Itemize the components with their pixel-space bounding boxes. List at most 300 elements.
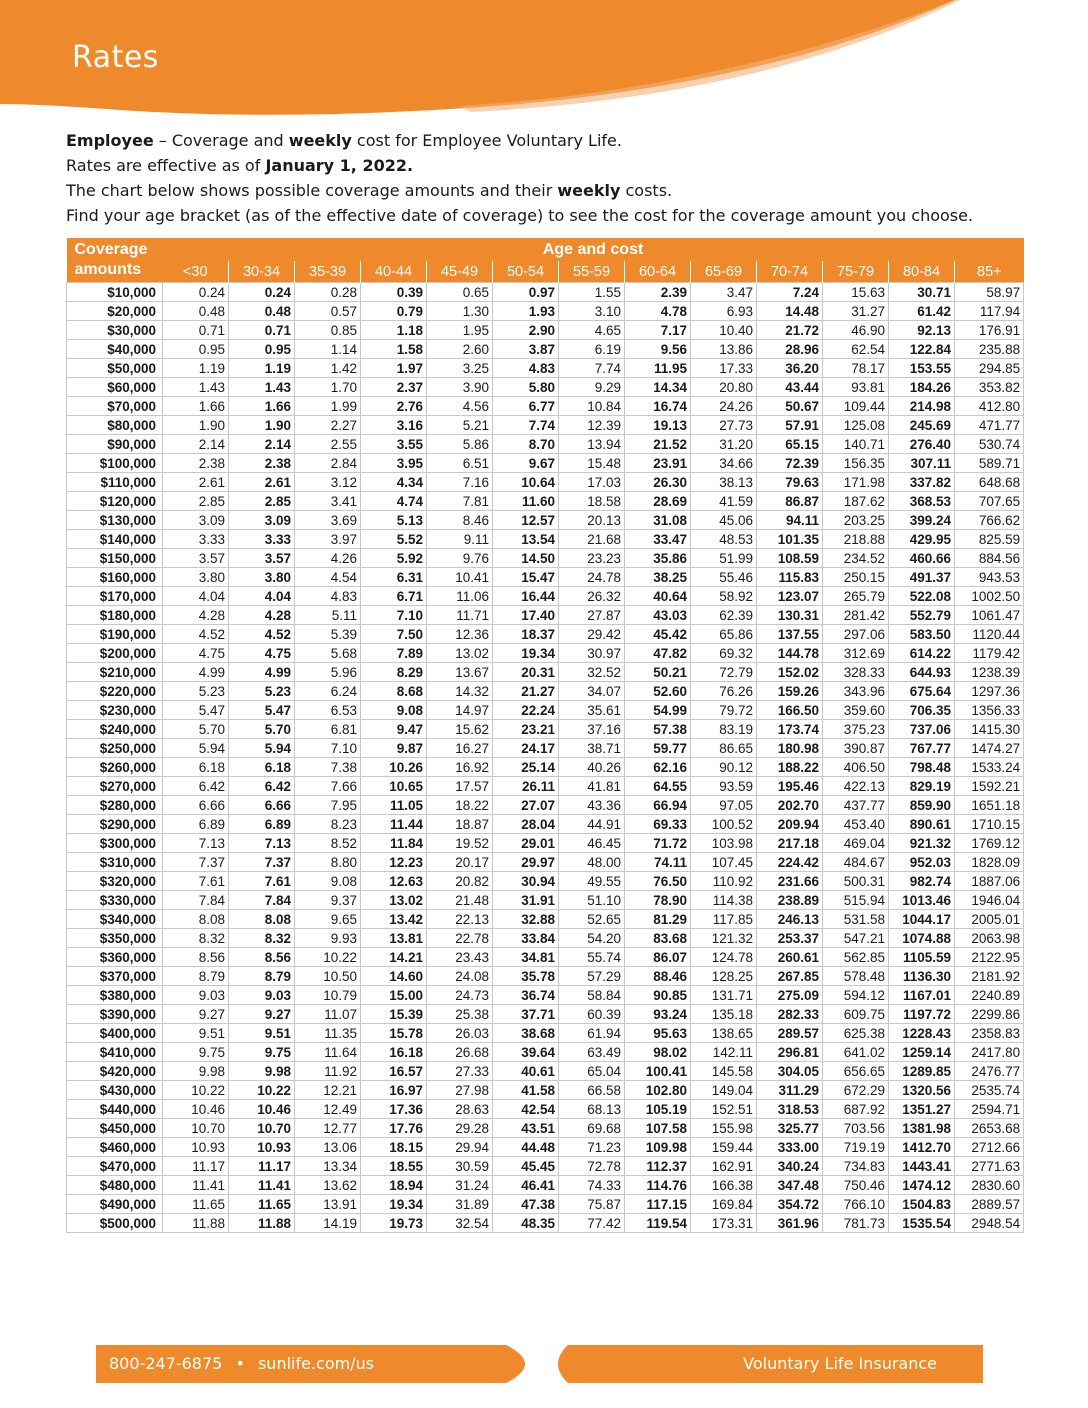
cost-cell: 184.26 — [889, 378, 955, 397]
cost-cell: 453.40 — [823, 815, 889, 834]
cost-cell: 51.99 — [691, 549, 757, 568]
cost-cell: 74.11 — [625, 853, 691, 872]
cost-cell: 15.48 — [559, 454, 625, 473]
cost-cell: 100.41 — [625, 1062, 691, 1081]
cost-cell: 3.12 — [295, 473, 361, 492]
cost-cell: 982.74 — [889, 872, 955, 891]
table-row — [67, 1081, 1024, 1100]
cost-cell: 40.61 — [493, 1062, 559, 1081]
coverage-amount-cell: $390,000 — [67, 1005, 163, 1024]
header-banner — [0, 0, 1088, 125]
cost-cell: 114.76 — [625, 1176, 691, 1195]
cost-cell: 4.56 — [427, 397, 493, 416]
cost-cell: 6.66 — [163, 796, 229, 815]
cost-cell: 69.33 — [625, 815, 691, 834]
cost-cell: 57.38 — [625, 720, 691, 739]
cost-cell: 15.47 — [493, 568, 559, 587]
cost-cell: 7.66 — [295, 777, 361, 796]
cost-cell: 32.54 — [427, 1214, 493, 1233]
cost-cell: 1.93 — [493, 302, 559, 321]
cost-cell: 6.53 — [295, 701, 361, 720]
cost-cell: 166.38 — [691, 1176, 757, 1195]
cost-cell: 209.94 — [757, 815, 823, 834]
cost-cell: 3.33 — [229, 530, 295, 549]
cost-cell: 11.07 — [295, 1005, 361, 1024]
cost-cell: 7.13 — [163, 834, 229, 853]
cost-cell: 734.83 — [823, 1157, 889, 1176]
cost-cell: 65.86 — [691, 625, 757, 644]
cost-cell: 29.94 — [427, 1138, 493, 1157]
cost-cell: 1074.88 — [889, 929, 955, 948]
cost-cell: 9.27 — [229, 1005, 295, 1024]
coverage-amount-cell: $430,000 — [67, 1081, 163, 1100]
cost-cell: 1105.59 — [889, 948, 955, 967]
cost-cell: 5.70 — [163, 720, 229, 739]
cost-cell: 43.44 — [757, 378, 823, 397]
cost-cell: 1.18 — [361, 321, 427, 340]
cost-cell: 1238.39 — [955, 663, 1024, 682]
cost-cell: 7.84 — [229, 891, 295, 910]
cost-cell: 45.45 — [493, 1157, 559, 1176]
cost-cell: 1769.12 — [955, 834, 1024, 853]
table-row — [67, 1100, 1024, 1119]
cost-cell: 2476.77 — [955, 1062, 1024, 1081]
cost-cell: 79.63 — [757, 473, 823, 492]
cost-cell: 11.60 — [493, 492, 559, 511]
cost-cell: 58.84 — [559, 986, 625, 1005]
cost-cell: 1061.47 — [955, 606, 1024, 625]
coverage-amount-cell: $470,000 — [67, 1157, 163, 1176]
cost-cell: 145.58 — [691, 1062, 757, 1081]
cost-cell: 86.87 — [757, 492, 823, 511]
cost-cell: 3.97 — [295, 530, 361, 549]
cost-cell: 13.34 — [295, 1157, 361, 1176]
cost-cell: 38.68 — [493, 1024, 559, 1043]
cost-cell: 16.92 — [427, 758, 493, 777]
cost-cell: 11.17 — [229, 1157, 295, 1176]
cost-cell: 9.37 — [295, 891, 361, 910]
cost-cell: 66.94 — [625, 796, 691, 815]
coverage-amount-cell: $400,000 — [67, 1024, 163, 1043]
cost-cell: 17.76 — [361, 1119, 427, 1138]
cost-cell: 10.46 — [229, 1100, 295, 1119]
cost-cell: 102.80 — [625, 1081, 691, 1100]
cost-cell: 12.39 — [559, 416, 625, 435]
table-row — [67, 473, 1024, 492]
cost-cell: 2299.86 — [955, 1005, 1024, 1024]
cost-cell: 7.89 — [361, 644, 427, 663]
table-row — [67, 302, 1024, 321]
cost-cell: 5.11 — [295, 606, 361, 625]
cost-cell: 231.66 — [757, 872, 823, 891]
cost-cell: 0.95 — [163, 340, 229, 359]
cost-cell: 1828.09 — [955, 853, 1024, 872]
cost-cell: 83.68 — [625, 929, 691, 948]
cost-cell: 2.85 — [229, 492, 295, 511]
cost-cell: 437.77 — [823, 796, 889, 815]
cost-cell: 15.78 — [361, 1024, 427, 1043]
cost-cell: 471.77 — [955, 416, 1024, 435]
coverage-amount-cell: $130,000 — [67, 511, 163, 530]
cost-cell: 5.92 — [361, 549, 427, 568]
cost-cell: 766.62 — [955, 511, 1024, 530]
cost-cell: 3.16 — [361, 416, 427, 435]
cost-cell: 289.57 — [757, 1024, 823, 1043]
cost-cell: 675.64 — [889, 682, 955, 701]
cost-cell: 14.60 — [361, 967, 427, 986]
cost-cell: 583.50 — [889, 625, 955, 644]
cost-cell: 5.70 — [229, 720, 295, 739]
cost-cell: 656.65 — [823, 1062, 889, 1081]
cost-cell: 117.15 — [625, 1195, 691, 1214]
cost-cell: 65.15 — [757, 435, 823, 454]
cost-cell: 625.38 — [823, 1024, 889, 1043]
cost-cell: 1.55 — [559, 283, 625, 302]
coverage-amount-cell: $250,000 — [67, 739, 163, 758]
cost-cell: 4.28 — [163, 606, 229, 625]
footer-separator: • — [235, 1354, 245, 1373]
cost-cell: 469.04 — [823, 834, 889, 853]
cost-cell: 1228.43 — [889, 1024, 955, 1043]
cost-cell: 46.41 — [493, 1176, 559, 1195]
age-bracket-header: 60-64 — [625, 261, 691, 283]
cost-cell: 5.52 — [361, 530, 427, 549]
cost-cell: 1.58 — [361, 340, 427, 359]
cost-cell: 648.68 — [955, 473, 1024, 492]
cost-cell: 125.08 — [823, 416, 889, 435]
cost-cell: 1259.14 — [889, 1043, 955, 1062]
cost-cell: 9.51 — [229, 1024, 295, 1043]
cost-cell: 48.00 — [559, 853, 625, 872]
cost-cell: 23.21 — [493, 720, 559, 739]
cost-cell: 1887.06 — [955, 872, 1024, 891]
cost-cell: 250.15 — [823, 568, 889, 587]
cost-cell: 1535.54 — [889, 1214, 955, 1233]
cost-cell: 20.13 — [559, 511, 625, 530]
cost-cell: 5.13 — [361, 511, 427, 530]
table-row — [67, 416, 1024, 435]
coverage-amount-cell: $310,000 — [67, 853, 163, 872]
cost-cell: 28.96 — [757, 340, 823, 359]
cost-cell: 10.46 — [163, 1100, 229, 1119]
cost-cell: 10.70 — [229, 1119, 295, 1138]
cost-cell: 1381.98 — [889, 1119, 955, 1138]
rates-body — [67, 283, 1024, 1233]
cost-cell: 140.71 — [823, 435, 889, 454]
cost-cell: 294.85 — [955, 359, 1024, 378]
cost-cell: 641.02 — [823, 1043, 889, 1062]
coverage-amount-cell: $330,000 — [67, 891, 163, 910]
cost-cell: 16.97 — [361, 1081, 427, 1100]
cost-cell: 26.30 — [625, 473, 691, 492]
cost-cell: 3.25 — [427, 359, 493, 378]
cost-cell: 0.28 — [295, 283, 361, 302]
cost-cell: 8.29 — [361, 663, 427, 682]
cost-cell: 9.56 — [625, 340, 691, 359]
cost-cell: 7.84 — [163, 891, 229, 910]
cost-cell: 30.59 — [427, 1157, 493, 1176]
table-row — [67, 1005, 1024, 1024]
cost-cell: 304.05 — [757, 1062, 823, 1081]
cost-cell: 83.19 — [691, 720, 757, 739]
table-row — [67, 549, 1024, 568]
cost-cell: 35.61 — [559, 701, 625, 720]
rates-table — [66, 238, 1024, 1233]
cost-cell: 100.52 — [691, 815, 757, 834]
cost-cell: 69.32 — [691, 644, 757, 663]
cost-cell: 31.27 — [823, 302, 889, 321]
cost-cell: 238.89 — [757, 891, 823, 910]
cost-cell: 5.47 — [163, 701, 229, 720]
cost-cell: 6.66 — [229, 796, 295, 815]
cost-cell: 4.65 — [559, 321, 625, 340]
cost-cell: 253.37 — [757, 929, 823, 948]
cost-cell: 142.11 — [691, 1043, 757, 1062]
cost-cell: 31.89 — [427, 1195, 493, 1214]
cost-cell: 17.57 — [427, 777, 493, 796]
cost-cell: 5.96 — [295, 663, 361, 682]
cost-cell: 515.94 — [823, 891, 889, 910]
cost-cell: 40.64 — [625, 587, 691, 606]
cost-cell: 29.01 — [493, 834, 559, 853]
cost-cell: 1.90 — [163, 416, 229, 435]
cost-cell: 2417.80 — [955, 1043, 1024, 1062]
cost-cell: 10.84 — [559, 397, 625, 416]
cost-cell: 18.15 — [361, 1138, 427, 1157]
cost-cell: 17.40 — [493, 606, 559, 625]
cost-cell: 41.59 — [691, 492, 757, 511]
cost-cell: 2712.66 — [955, 1138, 1024, 1157]
cost-cell: 2.76 — [361, 397, 427, 416]
cost-cell: 149.04 — [691, 1081, 757, 1100]
cost-cell: 1289.85 — [889, 1062, 955, 1081]
cost-cell: 35.78 — [493, 967, 559, 986]
cost-cell: 4.04 — [163, 587, 229, 606]
cost-cell: 109.44 — [823, 397, 889, 416]
cost-cell: 115.83 — [757, 568, 823, 587]
cost-cell: 11.41 — [163, 1176, 229, 1195]
cost-cell: 6.19 — [559, 340, 625, 359]
cost-cell: 484.67 — [823, 853, 889, 872]
cost-cell: 10.93 — [163, 1138, 229, 1157]
cost-cell: 41.58 — [493, 1081, 559, 1100]
cost-cell: 5.86 — [427, 435, 493, 454]
cost-cell: 40.26 — [559, 758, 625, 777]
cost-cell: 1.99 — [295, 397, 361, 416]
cost-cell: 4.75 — [163, 644, 229, 663]
cost-cell: 11.05 — [361, 796, 427, 815]
cost-cell: 6.42 — [163, 777, 229, 796]
cost-cell: 1474.27 — [955, 739, 1024, 758]
cost-cell: 0.57 — [295, 302, 361, 321]
coverage-amount-cell: $160,000 — [67, 568, 163, 587]
cost-cell: 86.65 — [691, 739, 757, 758]
cost-cell: 12.23 — [361, 853, 427, 872]
cost-cell: 14.34 — [625, 378, 691, 397]
cost-cell: 3.95 — [361, 454, 427, 473]
cost-cell: 12.36 — [427, 625, 493, 644]
coverage-amount-cell: $10,000 — [67, 283, 163, 302]
cost-cell: 45.42 — [625, 625, 691, 644]
cost-cell: 110.92 — [691, 872, 757, 891]
cost-cell: 29.42 — [559, 625, 625, 644]
coverage-amount-cell: $40,000 — [67, 340, 163, 359]
coverage-amount-cell: $240,000 — [67, 720, 163, 739]
coverage-amount-cell: $60,000 — [67, 378, 163, 397]
cost-cell: 38.71 — [559, 739, 625, 758]
cost-cell: 9.75 — [229, 1043, 295, 1062]
cost-cell: 1710.15 — [955, 815, 1024, 834]
cost-cell: 15.63 — [823, 283, 889, 302]
cost-cell: 281.42 — [823, 606, 889, 625]
age-bracket-row — [67, 261, 1024, 283]
cost-cell: 9.08 — [295, 872, 361, 891]
cost-cell: 1651.18 — [955, 796, 1024, 815]
cost-cell: 153.55 — [889, 359, 955, 378]
cost-cell: 1504.83 — [889, 1195, 955, 1214]
cost-cell: 57.91 — [757, 416, 823, 435]
cost-cell: 10.41 — [427, 568, 493, 587]
cost-cell: 13.62 — [295, 1176, 361, 1195]
cost-cell: 16.74 — [625, 397, 691, 416]
cost-cell: 7.37 — [229, 853, 295, 872]
cost-cell: 30.71 — [889, 283, 955, 302]
cost-cell: 128.25 — [691, 967, 757, 986]
cost-cell: 6.81 — [295, 720, 361, 739]
cost-cell: 15.62 — [427, 720, 493, 739]
cost-cell: 9.65 — [295, 910, 361, 929]
cost-cell: 6.89 — [163, 815, 229, 834]
cost-cell: 21.52 — [625, 435, 691, 454]
cost-cell: 390.87 — [823, 739, 889, 758]
cost-cell: 1.19 — [229, 359, 295, 378]
cost-cell: 13.67 — [427, 663, 493, 682]
cost-cell: 276.40 — [889, 435, 955, 454]
cost-cell: 0.24 — [229, 283, 295, 302]
cost-cell: 33.84 — [493, 929, 559, 948]
cost-cell: 54.20 — [559, 929, 625, 948]
cost-cell: 0.95 — [229, 340, 295, 359]
cost-cell: 6.51 — [427, 454, 493, 473]
cost-cell: 10.22 — [163, 1081, 229, 1100]
cost-cell: 282.33 — [757, 1005, 823, 1024]
cost-cell: 10.79 — [295, 986, 361, 1005]
cost-cell: 4.83 — [493, 359, 559, 378]
cost-cell: 11.84 — [361, 834, 427, 853]
cost-cell: 1415.30 — [955, 720, 1024, 739]
table-row — [67, 435, 1024, 454]
cost-cell: 11.65 — [163, 1195, 229, 1214]
age-bracket-header: 70-74 — [757, 261, 823, 283]
cost-cell: 105.19 — [625, 1100, 691, 1119]
cost-cell: 7.17 — [625, 321, 691, 340]
coverage-amount-cell: $500,000 — [67, 1214, 163, 1233]
cost-cell: 7.74 — [559, 359, 625, 378]
cost-cell: 8.08 — [229, 910, 295, 929]
footer-phone[interactable]: 800-247-6875 — [109, 1354, 223, 1373]
cost-cell: 13.42 — [361, 910, 427, 929]
cost-cell: 173.74 — [757, 720, 823, 739]
cost-cell: 218.88 — [823, 530, 889, 549]
coverage-amount-cell: $280,000 — [67, 796, 163, 815]
cost-cell: 9.08 — [361, 701, 427, 720]
cost-cell: 11.17 — [163, 1157, 229, 1176]
cost-cell: 58.97 — [955, 283, 1024, 302]
cost-cell: 4.83 — [295, 587, 361, 606]
cost-cell: 10.70 — [163, 1119, 229, 1138]
cost-cell: 65.04 — [559, 1062, 625, 1081]
cost-cell: 0.48 — [163, 302, 229, 321]
cost-cell: 33.47 — [625, 530, 691, 549]
footer-website-link[interactable]: sunlife.com/us — [257, 1354, 375, 1373]
cost-cell: 8.08 — [163, 910, 229, 929]
cost-cell: 117.94 — [955, 302, 1024, 321]
cost-cell: 2181.92 — [955, 967, 1024, 986]
cost-cell: 3.57 — [229, 549, 295, 568]
cost-cell: 43.51 — [493, 1119, 559, 1138]
cost-cell: 42.54 — [493, 1100, 559, 1119]
cost-cell: 859.90 — [889, 796, 955, 815]
cost-cell: 7.61 — [163, 872, 229, 891]
cost-cell: 7.13 — [229, 834, 295, 853]
cost-cell: 27.98 — [427, 1081, 493, 1100]
table-row — [67, 701, 1024, 720]
table-row — [67, 1176, 1024, 1195]
cost-cell: 4.99 — [229, 663, 295, 682]
cost-cell: 27.07 — [493, 796, 559, 815]
cost-cell: 15.39 — [361, 1005, 427, 1024]
cost-cell: 16.44 — [493, 587, 559, 606]
cost-cell: 552.79 — [889, 606, 955, 625]
cost-cell: 311.29 — [757, 1081, 823, 1100]
cost-cell: 531.58 — [823, 910, 889, 929]
cost-cell: 1.70 — [295, 378, 361, 397]
cost-cell: 11.44 — [361, 815, 427, 834]
cost-cell: 101.35 — [757, 530, 823, 549]
cost-cell: 4.52 — [163, 625, 229, 644]
cost-cell: 76.50 — [625, 872, 691, 891]
coverage-amount-cell: $50,000 — [67, 359, 163, 378]
cost-cell: 766.10 — [823, 1195, 889, 1214]
cost-cell: 703.56 — [823, 1119, 889, 1138]
cost-cell: 1120.44 — [955, 625, 1024, 644]
cost-cell: 78.17 — [823, 359, 889, 378]
cost-cell: 2.90 — [493, 321, 559, 340]
cost-cell: 1.66 — [229, 397, 295, 416]
cost-cell: 9.98 — [163, 1062, 229, 1081]
cost-cell: 11.95 — [625, 359, 691, 378]
cost-cell: 1320.56 — [889, 1081, 955, 1100]
coverage-amount-cell: $360,000 — [67, 948, 163, 967]
cost-cell: 7.16 — [427, 473, 493, 492]
cost-cell: 8.68 — [361, 682, 427, 701]
cost-cell: 46.90 — [823, 321, 889, 340]
cost-cell: 11.92 — [295, 1062, 361, 1081]
table-row — [67, 530, 1024, 549]
cost-cell: 24.26 — [691, 397, 757, 416]
cost-cell: 63.49 — [559, 1043, 625, 1062]
cost-cell: 267.85 — [757, 967, 823, 986]
cost-cell: 260.61 — [757, 948, 823, 967]
table-row — [67, 587, 1024, 606]
cost-cell: 687.92 — [823, 1100, 889, 1119]
age-bracket-header: 45-49 — [427, 261, 493, 283]
cost-cell: 34.81 — [493, 948, 559, 967]
cost-cell: 29.28 — [427, 1119, 493, 1138]
table-row — [67, 739, 1024, 758]
table-row — [67, 321, 1024, 340]
age-bracket-header: 80-84 — [889, 261, 955, 283]
